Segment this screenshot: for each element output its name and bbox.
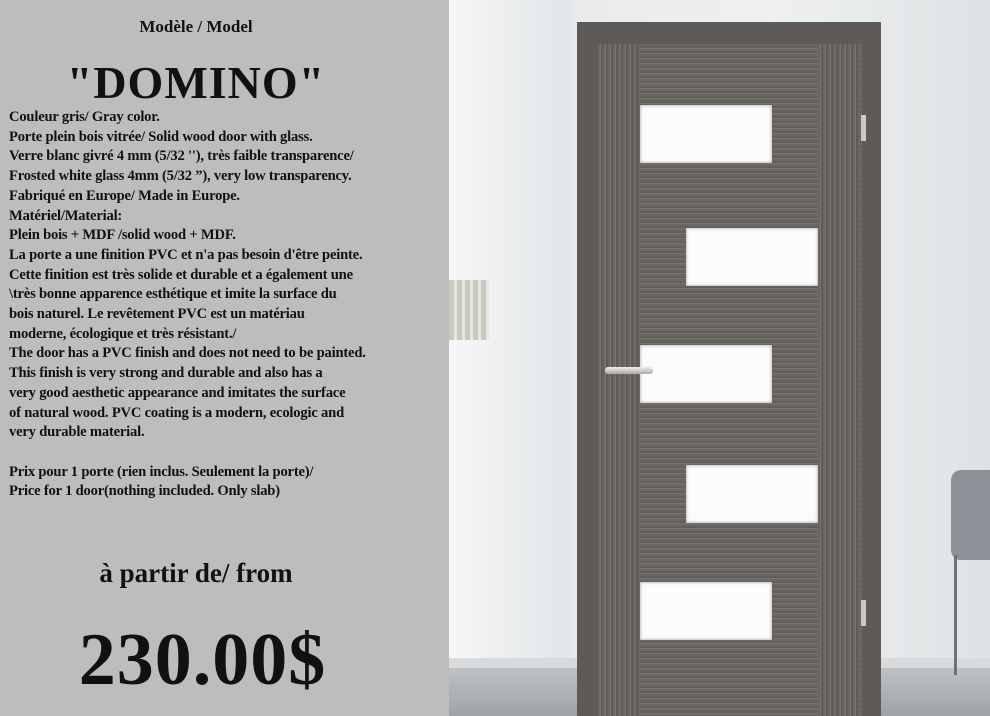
hinge <box>861 600 866 626</box>
door-stile-right <box>818 44 860 716</box>
info-panel <box>0 0 449 716</box>
glass-panel <box>686 228 818 286</box>
description-line: of natural wood. PVC coating is a modern, ecologic and <box>9 404 344 421</box>
glass-panel <box>640 105 772 163</box>
description-line: moderne, écologique et très résistant./ <box>9 325 237 342</box>
description-line: bois naturel. Le revêtement PVC est un matériau <box>9 306 305 323</box>
description-line: very good aesthetic appearance and imitates the surface <box>9 384 346 401</box>
description-line: Fabriqué en Europe/ Made in Europe. <box>9 187 240 204</box>
description-line: This finish is very strong and durable and also has a <box>9 365 323 382</box>
chair <box>951 470 990 560</box>
description-line: La porte a une finition PVC et n'a pas besoin d'être peinte. <box>9 246 363 263</box>
description-line <box>9 443 449 463</box>
description-line: Couleur gris/ Gray color. <box>9 109 160 125</box>
door-photo <box>449 0 990 716</box>
description-line: Verre blanc givré 4 mm (5/32 ''), très faible transparence/ <box>9 148 354 165</box>
description-line: Plein bois + MDF /solid wood + MDF. <box>9 227 236 244</box>
hinge <box>861 115 866 141</box>
glass-panel <box>686 465 818 523</box>
door-stile-left <box>598 44 640 716</box>
description-line: Price for 1 door(nothing included. Only slab) <box>9 483 280 500</box>
description-line: Porte plein bois vitrée/ Solid wood door with glass. <box>9 128 313 145</box>
description-line: very durable material. <box>9 424 145 441</box>
from-label: à partir de/ from <box>99 558 293 588</box>
description-line: Prix pour 1 porte (rien inclus. Seulement la porte)/ <box>9 463 314 480</box>
description-line: Matériel/Material: <box>9 207 123 224</box>
model-label: Modèle / Model <box>139 17 253 36</box>
description-line: \très bonne apparence esthétique et imite la surface du <box>9 286 337 303</box>
description-line: Cette finition est très solide et durable et a également une <box>9 266 353 283</box>
bookshelf <box>449 280 489 340</box>
description-line: Frosted white glass 4mm (5/32 ”), very low transparency. <box>9 168 352 185</box>
glass-panel <box>640 345 772 403</box>
price: 230.00$ <box>78 619 327 701</box>
door-handle <box>605 367 653 374</box>
window <box>449 0 569 680</box>
product-description <box>9 108 449 502</box>
model-name: "DOMINO" <box>66 57 326 108</box>
description-line: The door has a PVC finish and does not need to be painted. <box>9 345 366 362</box>
chair-leg <box>954 555 957 675</box>
glass-panel <box>640 582 772 640</box>
